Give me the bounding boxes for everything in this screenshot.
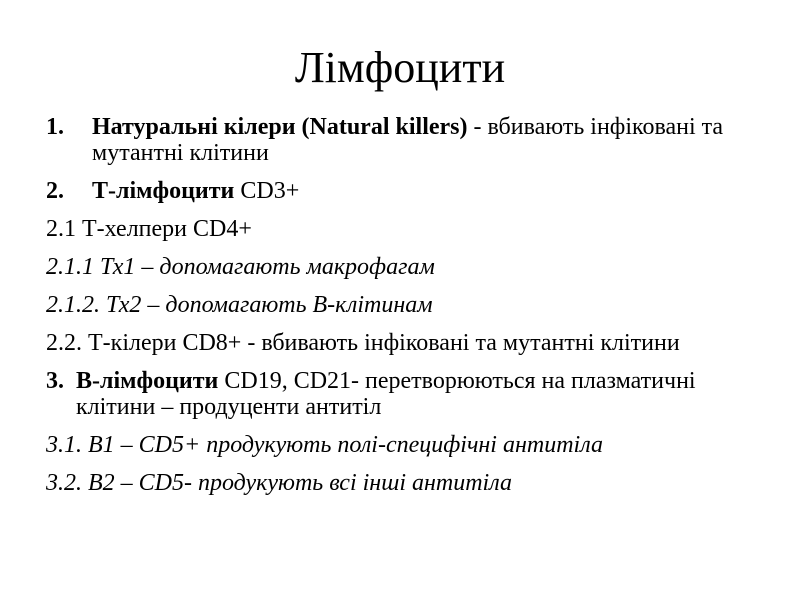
list-item-t-lymphocytes	[46, 178, 776, 204]
list-item-heading: Натуральні кілери (Natural killers)	[92, 114, 468, 140]
list-number: 3.	[46, 368, 64, 394]
list-item-text: CD3+	[234, 178, 300, 204]
list-item-t-helpers	[46, 216, 776, 242]
list-item-th2	[46, 292, 776, 318]
list-item-text: 2.1.1 Тх1 – допомагають макрофагам	[46, 254, 435, 280]
list-item-text: CD19, CD21- перетворюються на плазматичні клітини – продуценти антитіл	[76, 368, 696, 420]
slide-title: Лімфоцити	[294, 43, 506, 92]
list-number: 2.	[46, 178, 64, 204]
list-number: 1.	[46, 114, 64, 140]
list-item-text: 3.1. В1 – CD5+ продукують полі-специфічні антитіла	[46, 432, 603, 458]
list-item-text: 2.1 Т-хелпери CD4+	[46, 216, 252, 242]
list-item-text: 2.2. Т-кілери CD8+ - вбивають інфіковані та мутантні клітини	[46, 330, 680, 356]
list-item-natural-killers	[46, 114, 776, 166]
list-item-b1	[46, 432, 776, 458]
list-item-heading: Т-лімфоцити	[92, 178, 235, 204]
list-item-th1	[46, 254, 776, 280]
list-item-t-killers	[46, 330, 776, 356]
list-item-text: 2.1.2. Тх2 – допомагають В-клітинам	[46, 292, 433, 318]
list-item-b2	[46, 470, 776, 496]
list-item-b-lymphocytes	[46, 368, 776, 420]
list-item-text: - вбивають інфіковані та мутантні клітини	[92, 114, 724, 166]
list-item-heading: В-лімфоцити	[76, 368, 219, 394]
slide-content	[46, 114, 776, 508]
list-item-text: 3.2. В2 – CD5- продукують всі інші антитіла	[46, 470, 512, 496]
